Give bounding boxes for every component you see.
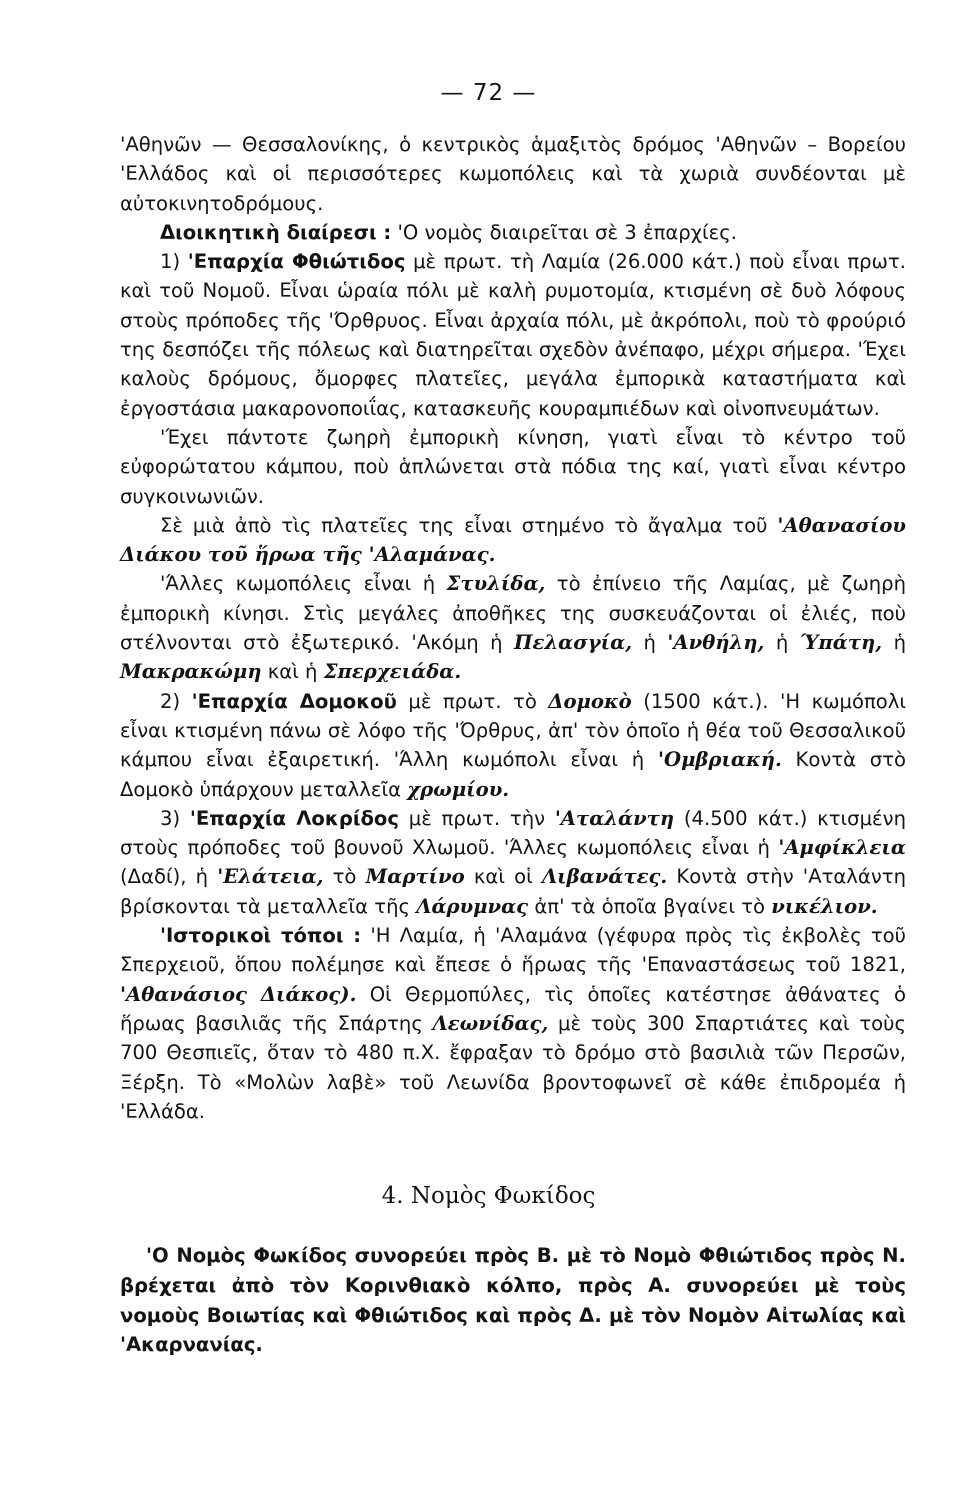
town-amfikleia: 'Αμφίκλεια bbox=[778, 836, 906, 860]
eparchy-3-text-6: Κοντὰ στὴν 'Αταλάντη βρίσκονται τὰ μεταλλεῖα τῆς bbox=[120, 865, 906, 918]
towns-text-2: τὸ ἐπίνειο τῆς Λαμίας, μὲ ζωηρὴ ἐμπορικὴ κίνησι. Στὶς μεγάλες ἀποθῆκες της συσκευάζονται οἱ ἐλιές, ποὺ στέλνονται στὸ ἐξωτερικό. 'Ακόμη ἡ bbox=[120, 572, 906, 655]
phokis-paragraph: 'Ο Νομὸς Φωκίδος συνορεύει πρὸς Β. μὲ τὸ Νομὸ Φθιώτιδος πρὸς Ν. βρέχεται ἀπὸ τὸν Κορινθιακὸ κόλπο, πρὸς Α. συνορεύει μὲ τοὺς νομοὺς Βοιωτίας καὶ Φθιώτιδος καὶ πρὸς Δ. μὲ τὸν Νομὸν Αἰτωλίας καὶ 'Ακαρνανίας. bbox=[120, 1244, 906, 1357]
eparchy-1-text: μὲ πρωτ. τὴ Λαμία (26.000 κάτ.) ποὺ εἶναι πρωτ. καὶ τοῦ Νομοῦ. Εἶναι ὡραία πόλι μὲ καλὴ ρυμοτομία, κτισμένη σὲ δυὸ λόφους στοὺς πρόποδες τῆς 'Όρθρυος. Εἶναι ἀρχαία πόλι, μὲ ἀκρόπολι, ποὺ τὸ φρούριό της δεσπόζει τῆς πόλεως καὶ διατηρεῖται σχεδὸν ἀνέπαφο, μέχρι σήμερα. 'Έχει καλοὺς δρόμους, ὄμορφες πλατεῖες, μεγάλα ἐμπορικὰ καταστήματα καὶ ἐργοστάσια μακαρονοποιΐας, κατασκευῆς κουραμπιέδων καὶ οἰνοπνευμάτων. bbox=[120, 250, 906, 420]
commerce-paragraph: 'Έχει πάντοτε ζωηρὴ ἐμπορικὴ κίνηση, γιατὶ εἶναι τὸ κέντρο τοῦ εὐφορώτατου κάμπου, ποὺ ἁπλώνεται στὰ πόδια της καί, γιατὶ εἶναι κέντρο συγκοινωνιῶν. bbox=[120, 425, 906, 508]
statue-paragraph bbox=[120, 511, 906, 570]
eparchy-2-text-1: μὲ πρωτ. τὸ bbox=[396, 689, 549, 713]
mineral-nickel: νικέλιον. bbox=[771, 894, 878, 918]
historic-text-2: Οἱ Θερμοπύλες, τὶς ὁποῖες κατέστησε ἀθάνατες ὁ ἥρωας βασιλιᾶς τῆς Σπάρτης bbox=[120, 982, 906, 1035]
eparchy-3-text-7: ἀπ' τὰ ὁποῖα βγαίνει τὸ bbox=[528, 894, 772, 918]
towns-paragraph bbox=[120, 569, 906, 686]
eparchy-3-text-3: (Δαδί), ἡ bbox=[120, 865, 218, 889]
eparchy-domokos-paragraph bbox=[120, 687, 906, 804]
hero-leonidas: Λεωνίδας, bbox=[432, 1011, 549, 1035]
town-martino: Μαρτίνο bbox=[365, 865, 465, 889]
eparchy-3-name: 'Επαρχία Λοκρίδος bbox=[189, 806, 400, 830]
main-text bbox=[120, 130, 906, 1126]
town-livanates: Λιβανάτες. bbox=[541, 865, 668, 889]
mineral-chromium: χρωμίου. bbox=[407, 777, 510, 801]
town-ypati: Ύπάτη, bbox=[799, 631, 883, 655]
towns-text-1: 'Άλλες κωμοπόλεις εἶναι ἡ bbox=[160, 572, 447, 596]
town-pelasgia: Πελασγία, bbox=[514, 631, 633, 655]
eparchy-lokris-paragraph bbox=[120, 804, 906, 921]
town-atalanti: 'Αταλάντη bbox=[554, 806, 675, 830]
eparchy-phthiotis-paragraph bbox=[120, 247, 906, 423]
page-number: — 72 — bbox=[440, 80, 537, 106]
division-text: 'Ο νομὸς διαιρεῖται σὲ 3 ἐπαρχίες. bbox=[391, 220, 737, 244]
town-spercheiada: Σπερχειάδα. bbox=[323, 660, 462, 684]
eparchy-1-name: 'Επαρχία Φθιώτιδος bbox=[187, 250, 406, 274]
historic-label: 'Ιστορικοὶ τόποι : bbox=[160, 924, 362, 948]
town-omvriaki: 'Ομβριακή. bbox=[658, 748, 782, 772]
division-paragraph bbox=[120, 218, 906, 247]
towns-text-5: ἡ bbox=[882, 631, 906, 655]
eparchy-3-text-5: καὶ οἱ bbox=[464, 865, 542, 889]
eparchy-3-text-4: τὸ bbox=[323, 865, 366, 889]
eparchy-3-number: 3) bbox=[160, 806, 190, 830]
towns-text-6: καὶ ἡ bbox=[261, 660, 324, 684]
intro-paragraph: 'Αθηνῶν — Θεσσαλονίκης, ὁ κεντρικὸς ἁμαξιτὸς δρόμος 'Αθηνῶν – Βορείου 'Ελλάδος καὶ οἱ περισσότερες κωμοπόλεις καὶ τὰ χωριὰ συνδέονται μὲ αὐτοκινητοδρόμους. bbox=[120, 133, 906, 215]
town-domoko: Δομοκὸ bbox=[548, 689, 632, 713]
eparchy-3-text-2: (4.500 κάτ.) κτισμένη στοὺς πρόποδες τοῦ βουνοῦ Χλωμοῦ. 'Άλλες κωμοπόλεις εἶναι ἡ bbox=[120, 806, 906, 860]
eparchy-2-text-2: (1500 κάτ.). 'Η κωμόπολι εἶναι κτισμένη πάνω σὲ λόφο τῆς 'Όρθρυς, ἀπ' τὸν ὁποῖο ἡ θέα τοῦ Θεσσαλικοῦ κάμπου εἶναι ἐξαιρετική. 'Άλλη κωμόπολι εἶναι ἡ bbox=[120, 689, 907, 772]
statue-text: Σὲ μιὰ ἀπὸ τὶς πλατεῖες της εἶναι στημένο τὸ ἄγαλμα τοῦ bbox=[160, 513, 778, 537]
eparchy-3-text-1: μὲ πρωτ. τὴν bbox=[399, 806, 555, 830]
section-title: 4. Νομὸς Φωκίδος bbox=[381, 1183, 596, 1209]
town-makrakomi: Μακρακώμη bbox=[120, 660, 262, 684]
historic-text-1: 'Η Λαμία, ἡ 'Αλαμάνα (γέφυρα πρὸς τὶς ἐκβολὲς τοῦ Σπερχειοῦ, ὅπου πολέμησε καὶ ἔπεσε ὁ ἥρωας τῆς 'Επαναστάσεως τοῦ 1821, bbox=[120, 924, 907, 977]
town-stylida: Στυλίδα, bbox=[446, 572, 546, 596]
town-elateia: 'Ελάτεια, bbox=[217, 865, 324, 889]
town-anthili: 'Ανθήλη, bbox=[667, 631, 765, 655]
division-label: Διοικητικὴ διαίρεσι : bbox=[160, 220, 392, 244]
towns-text-3: ἡ bbox=[632, 631, 668, 655]
eparchy-1-number: 1) bbox=[160, 250, 188, 274]
eparchy-2-number: 2) bbox=[160, 689, 192, 713]
phokis-block bbox=[120, 1241, 906, 1360]
statue-hero: 'Αθανασίου Διάκου τοῦ ἥρωα τῆς 'Αλαμάνας. bbox=[120, 513, 906, 567]
historic-text-3: μὲ τοὺς 300 Σπαρτιάτες καὶ τοὺς 700 Θεσπιεῖς, ὅταν τὸ 480 π.Χ. ἔφραξαν τὸ δρόμο στὸ βασιλιὰ τῶν Περσῶν, Ξέρξη. Τὸ «Μολὼν λαβὲ» τοῦ Λεωνίδα βροντοφωνεῖ σὲ κάθε ἐπιδρομέα ἡ 'Ελλάδα. bbox=[120, 1011, 906, 1123]
eparchy-2-text-3: Κοντὰ στὸ Δομοκὸ ὑπάρχουν μεταλλεῖα bbox=[120, 748, 907, 801]
towns-text-4: ἡ bbox=[764, 631, 800, 655]
historic-paragraph bbox=[120, 921, 906, 1126]
hero-diakos: 'Αθανάσιος Διάκος). bbox=[120, 982, 357, 1006]
eparchy-2-name: 'Επαρχία Δομοκοῦ bbox=[191, 689, 397, 713]
town-larymna: Λάρυμνας bbox=[416, 894, 529, 918]
